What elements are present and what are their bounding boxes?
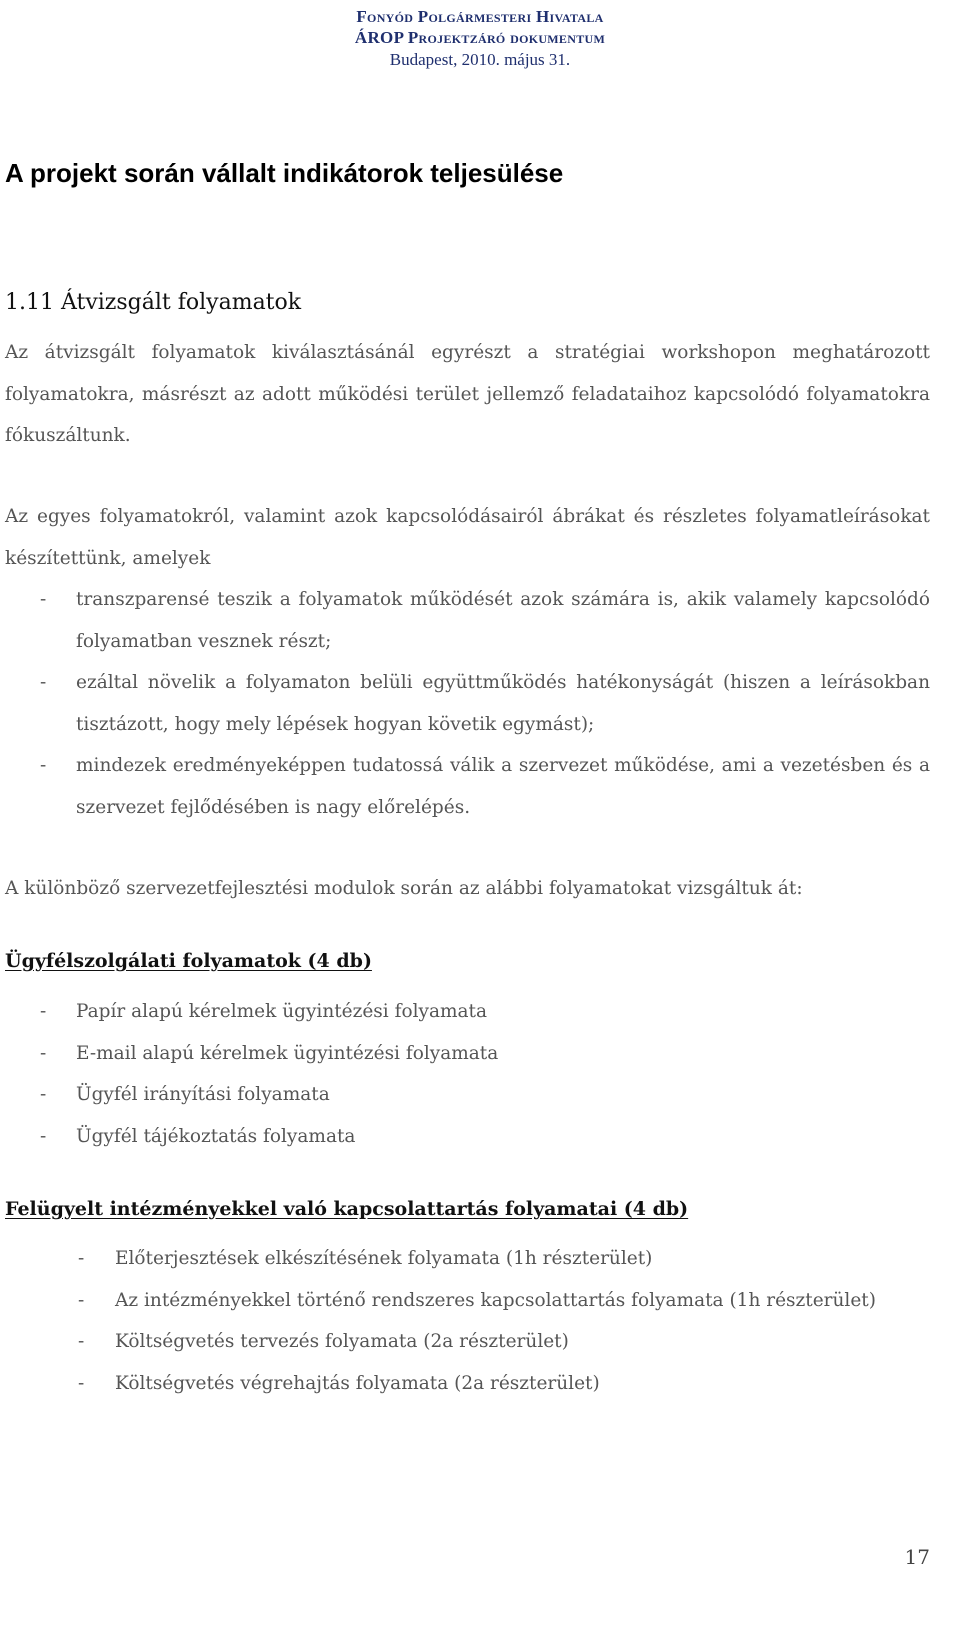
list-item [5, 1363, 876, 1405]
group-heading-customer-service: Ügyfélszolgálati folyamatok (4 db) [5, 950, 372, 972]
group-heading-institutions: Felügyelt intézményekkel való kapcsolattartás folyamatai (4 db) [5, 1198, 689, 1220]
list-item [5, 1280, 876, 1322]
list-item [5, 745, 930, 828]
list-item-text: Előterjesztések elkészítésének folyamata (1h részterület) [115, 1248, 653, 1269]
list-item [5, 1033, 498, 1075]
page-number: 17 [904, 1545, 930, 1569]
section-title: 1.11 Átvizsgált folyamatok [5, 290, 302, 315]
list-item [5, 991, 498, 1033]
dash-bullet: - [40, 1084, 47, 1105]
dash-bullet: - [78, 1289, 85, 1311]
dash-bullet: - [40, 589, 47, 610]
list-item-text: Költségvetés végrehajtás folyamata (2a részterület) [115, 1372, 600, 1394]
intro-paragraph: Az átvizsgált folyamatok kiválasztásánál egyrészt a stratégiai workshopon meghatározott folyamatokra, másrészt az adott működési terület jellemző feladataihoz kapcsolódó folyamatokra fókuszáltunk. [5, 342, 930, 446]
dash-bullet: - [78, 1372, 85, 1394]
dash-bullet: - [40, 1125, 47, 1147]
list-item [5, 1321, 876, 1363]
list-item-text: Ügyfél irányítási folyamata [76, 1084, 330, 1105]
list-item [5, 1116, 498, 1158]
dash-bullet: - [40, 1001, 47, 1022]
list-item-text: Költségvetés tervezés folyamata (2a részterület) [115, 1331, 569, 1352]
list-item-text: Papír alapú kérelmek ügyintézési folyamata [76, 1001, 488, 1022]
dash-bullet: - [78, 1248, 85, 1269]
modules-paragraph: A különböző szervezetfejlesztési modulok során az alábbi folyamatokat vizsgáltuk át: [5, 878, 803, 899]
dash-bullet: - [78, 1331, 85, 1352]
list-item-text: mindezek eredményeképpen tudatossá válik a szervezet működése, ami a vezetésben és a szervezet fejlődésében is nagy előrelépés. [76, 755, 930, 818]
document-header [0, 6, 960, 70]
list-item [5, 662, 930, 745]
institution-process-list [5, 1238, 876, 1404]
list-item-text: transzparensé teszik a folyamatok működését azok számára is, akik valamely kapcsolódó folyamatban vesznek részt; [76, 589, 930, 652]
description-paragraph: Az egyes folyamatokról, valamint azok kapcsolódásairól ábrákat és részletes folyamatleírásokat készítettünk, amelyek [5, 506, 930, 569]
list-item [5, 1238, 876, 1280]
benefit-list [5, 579, 930, 828]
dash-bullet: - [40, 1042, 47, 1064]
header-document-name: ÁROP Projektzáró dokumentum [354, 28, 606, 48]
page-title: A projekt során vállalt indikátorok teljesülése [5, 158, 564, 188]
list-item [5, 579, 930, 662]
list-item [5, 1074, 498, 1116]
dash-bullet: - [40, 672, 47, 693]
dash-bullet: - [40, 755, 47, 776]
list-item-text: Ügyfél tájékoztatás folyamata [76, 1125, 356, 1147]
customer-service-process-list [5, 991, 498, 1157]
header-organization: Fonyód Polgármesteri Hivatala [356, 7, 604, 26]
list-item-text: ezáltal növelik a folyamaton belüli együttműködés hatékonyságát (hiszen a leírásokban tisztázott, hogy mely lépések hogyan követik egymást); [76, 672, 930, 735]
list-item-text: E-mail alapú kérelmek ügyintézési folyamata [76, 1042, 499, 1064]
header-place-date: Budapest, 2010. május 31. [389, 49, 571, 69]
list-item-text: Az intézményekkel történő rendszeres kapcsolattartás folyamata (1h részterület) [115, 1289, 876, 1311]
